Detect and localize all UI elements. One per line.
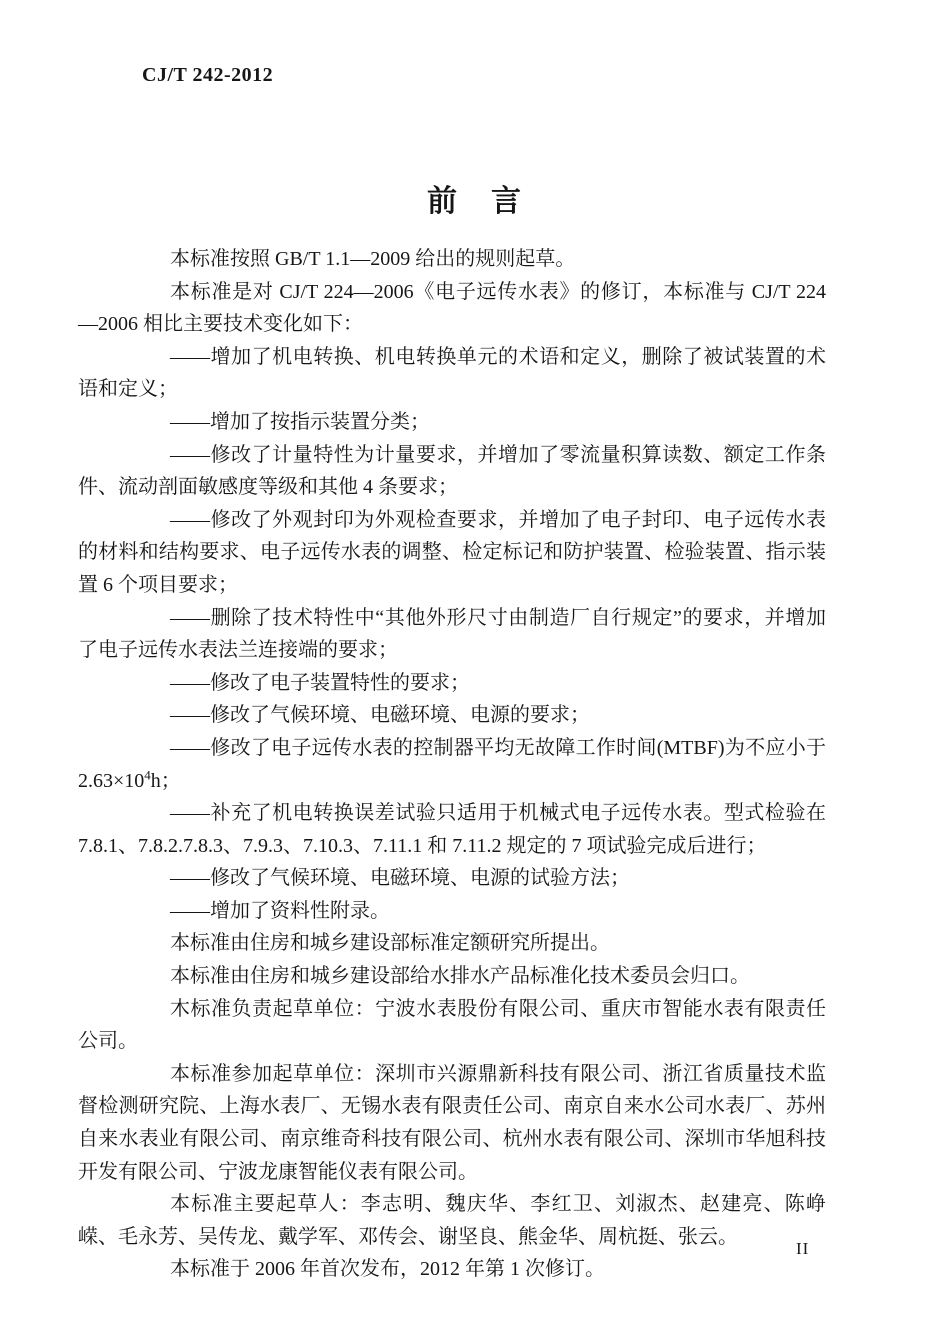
foreword-paragraph <box>78 439 826 504</box>
paragraph-text: ——修改了计量特性为计量要求，并增加了零流量积算读数、额定工作条件、流动剖面敏感度等级和其他 4 条要求； <box>78 443 826 499</box>
foreword-paragraph <box>78 602 826 667</box>
foreword-paragraph <box>78 862 826 895</box>
foreword-paragraph <box>78 732 826 797</box>
foreword-paragraph <box>78 960 826 993</box>
paragraph-text: ——修改了电子装置特性的要求； <box>170 671 470 694</box>
page-title: 前 言 <box>427 185 523 218</box>
paragraph-text: ——补充了机电转换误差试验只适用于机械式电子远传水表。型式检验在 7.8.1、7.8.2.7.8.3、7.9.3、7.10.3、7.11.1 和 7.11.2 规定的 7 项试验完成后进行； <box>78 802 826 857</box>
superscript-exponent: 4 <box>144 766 151 782</box>
paragraph-text: 本标准参加起草单位：深圳市兴源鼎新科技有限公司、浙江省质量技术监督检测研究院、上海水表厂、无锡水表有限责任公司、南京自来水公司水表厂、苏州自来水表业有限公司、南京维奇科技有限公司、杭州水表有限公司、深圳市华旭科技开发有限公司、宁波龙康智能仪表有限公司。 <box>78 1062 826 1183</box>
paragraph-text: 本标准由住房和城乡建设部标准定额研究所提出。 <box>170 932 610 955</box>
paragraph-text: ——增加了机电转换、机电转换单元的术语和定义，删除了被试装置的术语和定义； <box>78 345 826 401</box>
paragraph-text: ——增加了资料性附录。 <box>170 899 390 922</box>
page-number: II <box>796 1239 810 1258</box>
foreword-paragraphs <box>78 243 826 1286</box>
foreword-paragraph <box>78 341 826 406</box>
foreword-paragraph <box>78 993 826 1058</box>
paragraph-text: h； <box>150 769 181 792</box>
foreword-paragraph <box>78 699 826 732</box>
foreword-paragraph <box>78 276 826 341</box>
paragraph-text: ——修改了电子远传水表的控制器平均无故障工作时间(MTBF)为不应小于 2.63×10 <box>78 736 826 792</box>
paragraph-text: ——修改了气候环境、电磁环境、电源的要求； <box>170 704 590 727</box>
paragraph-text: ——修改了气候环境、电磁环境、电源的试验方法； <box>170 867 630 890</box>
paragraph-text: 本标准主要起草人：李志明、魏庆华、李红卫、刘淑杰、赵建亮、陈峥嵘、毛永芳、吴传龙、戴学军、邓传会、谢坚良、熊金华、周杭挺、张云。 <box>78 1193 826 1248</box>
foreword-paragraph <box>78 797 826 862</box>
paragraph-text: ——修改了外观封印为外观检查要求，并增加了电子封印、电子远传水表的材料和结构要求、电子远传水表的调整、检定标记和防护装置、检验装置、指示装置 6 个项目要求； <box>78 508 826 596</box>
paragraph-text: 本标准按照 GB/T 1.1—2009 给出的规则起草。 <box>170 248 576 270</box>
foreword-paragraph <box>78 1188 826 1253</box>
paragraph-text: 本标准于 2006 年首次发布，2012 年第 1 次修订。 <box>170 1258 605 1281</box>
foreword-paragraph <box>78 927 826 960</box>
foreword-paragraph <box>78 667 826 700</box>
foreword-paragraph <box>78 1058 826 1188</box>
paragraph-text: 本标准由住房和城乡建设部给水排水产品标准化技术委员会归口。 <box>170 965 750 988</box>
paragraph-text: ——增加了按指示装置分类； <box>170 410 430 433</box>
paragraph-text: 木标准负责起草单位：宁波水表股份有限公司、重庆市智能水表有限责任公司。 <box>78 997 826 1053</box>
paragraph-text: ——删除了技术特性中“其他外形尺寸由制造厂自行规定”的要求，并增加了电子远传水表法兰连接端的要求； <box>78 606 826 662</box>
foreword-paragraph <box>78 895 826 928</box>
paragraph-text: 本标准是对 CJ/T 224—2006《电子远传水表》的修订，本标准与 CJ/T 224—2006 相比主要技术变化如下： <box>78 280 826 336</box>
foreword-paragraph <box>78 243 826 276</box>
foreword-paragraph <box>78 406 826 439</box>
foreword-paragraph <box>78 1253 826 1286</box>
foreword-paragraph <box>78 504 826 602</box>
standard-number: CJ/T 242-2012 <box>142 64 274 86</box>
